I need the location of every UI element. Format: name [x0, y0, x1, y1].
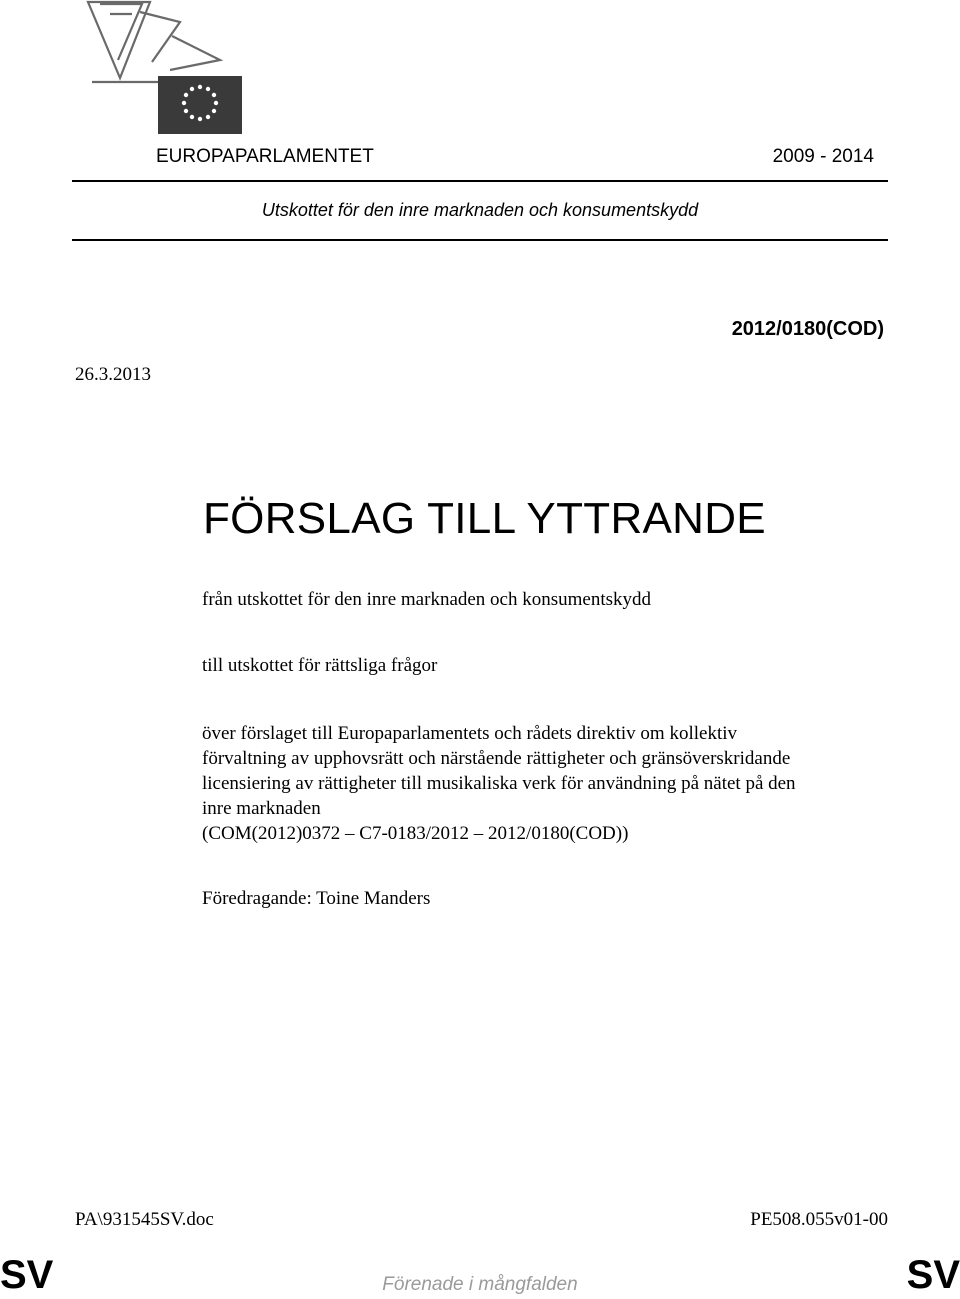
european-parliament-logo-icon [80, 0, 250, 140]
language-code-left: SV [0, 1253, 54, 1297]
subject-line: inre marknaden [202, 798, 321, 819]
to-committee: till utskottet för rättsliga frågor [202, 655, 438, 676]
file-reference: PA\931545SV.doc [75, 1209, 214, 1230]
procedure-number: 2012/0180(COD) [731, 318, 884, 340]
from-committee: från utskottet för den inre marknaden och konsumentskydd [202, 589, 652, 610]
eu-motto: Förenade i mångfalden [382, 1274, 578, 1295]
subject-line: (COM(2012)0372 – C7-0183/2012 – 2012/0180(COD)) [202, 823, 629, 844]
subject-line: licensiering av rättigheter till musikaliska verk för användning på nätet på den [202, 773, 796, 794]
subject-line: förvaltning av upphovsrätt och närstående rättigheter och gränsöverskridande [202, 748, 791, 769]
institution-name: EUROPAPARLAMENTET [156, 146, 374, 167]
header-rule-bottom [72, 239, 888, 241]
rapporteur: Föredragande: Toine Manders [202, 888, 431, 909]
document-date: 26.3.2013 [75, 364, 151, 385]
pe-reference: PE508.055v01-00 [750, 1209, 888, 1230]
subject-line: över förslaget till Europaparlamentets och rådets direktiv om kollektiv [202, 723, 738, 744]
committee-name: Utskottet för den inre marknaden och konsumentskydd [261, 200, 699, 220]
document-title: FÖRSLAG TILL YTTRANDE [203, 494, 766, 543]
parliamentary-term: 2009 - 2014 [772, 146, 874, 167]
language-code-right: SV [906, 1253, 960, 1297]
header-rule-top [72, 180, 888, 182]
